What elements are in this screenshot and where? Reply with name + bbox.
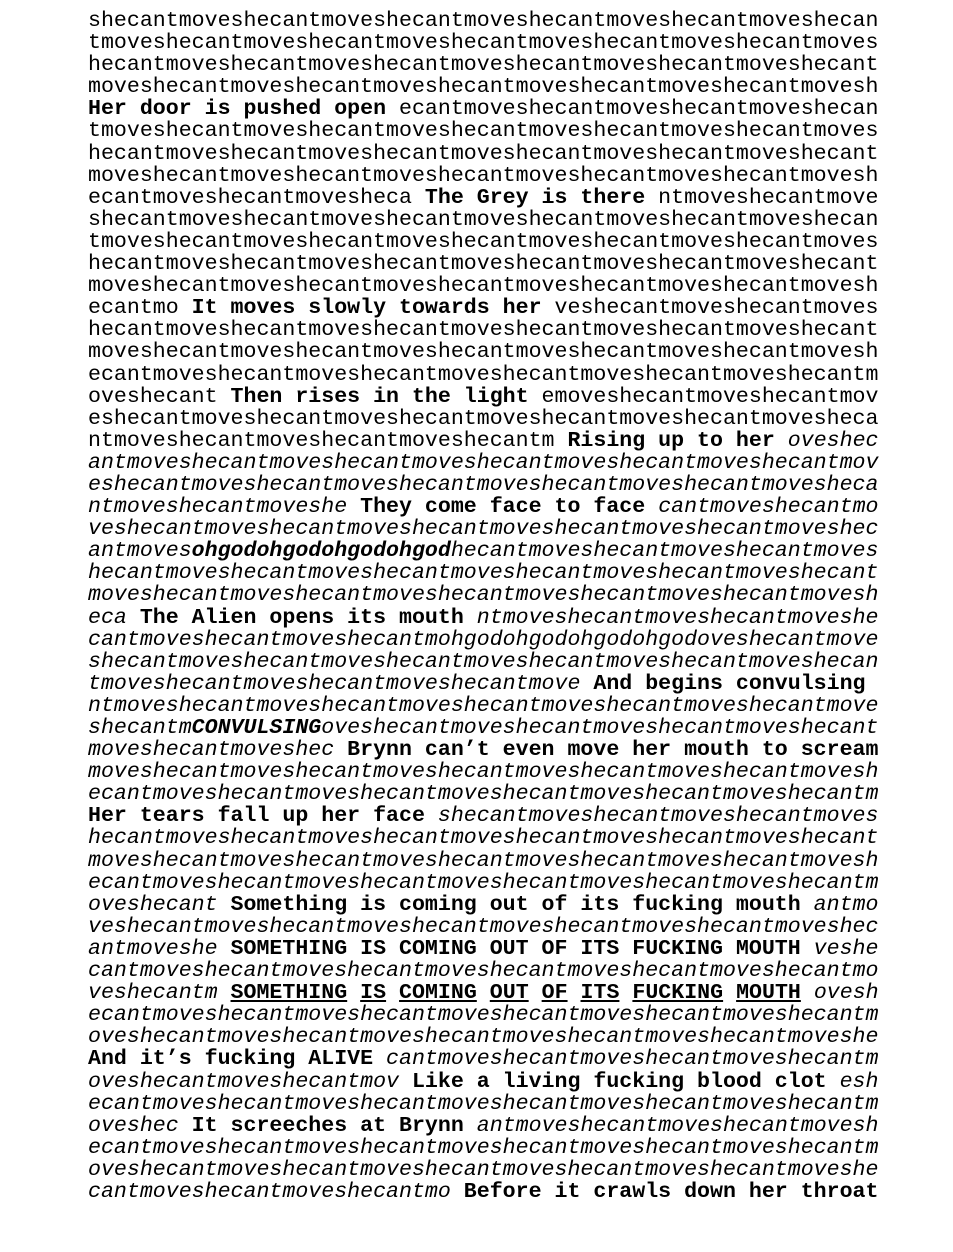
filler-text: tmoveshecantmoveshecantmoveshecantmove xyxy=(88,671,594,696)
text-line xyxy=(88,695,878,717)
emphasis-text: Like a living fucking blood clot xyxy=(411,1069,827,1094)
filler-text: eca xyxy=(88,605,140,630)
filler-text: cantmoveshecantmoveshecantmoveshecantmoveshecantmoveshecantmo xyxy=(88,959,879,984)
filler-text: oveshecant xyxy=(88,384,231,409)
filler-text: veshecantmoveshecantmoveshecantmoveshecantmoveshecantmoveshec xyxy=(88,914,879,939)
filler-text: hecantmoveshecantmoveshecantmoveshecantmoveshecantmoveshecant xyxy=(88,141,879,166)
text-line xyxy=(88,1026,878,1048)
text-line xyxy=(88,10,878,32)
emphasis-text: Before it crawls down her throat xyxy=(463,1179,879,1204)
filler-text: tmoveshecantmoveshecantmoveshecantmoveshecantmoveshecantmoves xyxy=(88,31,879,56)
filler-text: moveshecantmoveshecantmoveshecantmoveshecantmoveshecantmovesh xyxy=(88,340,879,365)
emphasis-text: FUCKING xyxy=(632,981,724,1006)
text-line xyxy=(88,120,878,142)
emphasis-text xyxy=(529,981,542,1005)
text-line xyxy=(88,253,878,275)
filler-text: antmoveshe xyxy=(88,936,231,961)
filler-text: oveshecant xyxy=(88,892,231,917)
filler-text: oveshecantmoveshecantmoveshecantmoveshecantmoveshecantmoveshe xyxy=(88,1025,879,1050)
text-line xyxy=(88,187,878,209)
emphasis-text: IS xyxy=(360,981,387,1006)
text-line xyxy=(88,408,878,430)
text-line xyxy=(88,739,878,761)
text-line xyxy=(88,165,878,187)
filler-text: ecantmo xyxy=(88,296,192,321)
emphasis-text: OF xyxy=(541,981,568,1006)
filler-text: moveshecantmoveshec xyxy=(88,738,348,763)
text-line xyxy=(88,297,878,319)
text-line xyxy=(88,231,878,253)
text-line xyxy=(88,430,878,452)
filler-text: ecantmoveshecantmoveshecantmoveshecantmoveshecantmoveshecantm xyxy=(88,1091,879,1116)
filler-text: cantmoveshecantmoveshecantmoveshecantm xyxy=(373,1047,879,1072)
filler-text: ecantmoveshecantmoveshecantmoveshecantmoveshecantmoveshecantm xyxy=(88,362,879,387)
filler-text: moveshecantmoveshecantmoveshecantmoveshecantmoveshecantmovesh xyxy=(88,163,879,188)
filler-text: antmoveshecantmoveshecantmovesh xyxy=(463,1113,879,1138)
text-line xyxy=(88,894,878,916)
text-line xyxy=(88,629,878,651)
filler-text: moveshecantmoveshecantmoveshecantmoveshecantmoveshecantmovesh xyxy=(88,760,879,785)
emphasis-text: It moves slowly towards her xyxy=(191,296,542,321)
emphasis-text: Rising up to her xyxy=(567,428,775,453)
text-line xyxy=(88,1093,878,1115)
emphasis-text: And it’s fucking ALIVE xyxy=(88,1047,374,1072)
emphasis-text: The Grey is there xyxy=(424,185,646,210)
emphasis-text: Her tears fall up her face xyxy=(88,804,425,829)
text-line xyxy=(88,1137,878,1159)
text-line xyxy=(88,1115,878,1137)
filler-text: tmoveshecantmoveshecantmoveshecantmoveshecantmoveshecantmoves xyxy=(88,119,879,144)
poem-page xyxy=(88,10,878,1203)
filler-text: ntmoveshecantmoveshecantmoveshe xyxy=(463,605,879,630)
filler-text: ecantmoveshecantmoveshecantmoveshecantmoveshecantmoveshecantm xyxy=(88,1003,879,1028)
text-line xyxy=(88,1048,878,1070)
filler-text: oveshec xyxy=(88,1113,192,1138)
text-line xyxy=(88,607,878,629)
emphasis-text: CONVULSING xyxy=(191,716,322,740)
filler-text: antmo xyxy=(800,892,879,917)
filler-text: ntmoveshecantmoveshe xyxy=(88,495,361,520)
emphasis-text: OUT xyxy=(489,981,529,1006)
text-line xyxy=(88,386,878,408)
text-line xyxy=(88,496,878,518)
filler-text: eshecantmoveshecantmoveshecantmoveshecantmoveshecantmovesheca xyxy=(88,406,879,431)
filler-text: shecantmoveshecantmoveshecantmoves xyxy=(424,804,879,829)
text-line xyxy=(88,540,878,562)
text-line xyxy=(88,76,878,98)
filler-text: emoveshecantmoveshecantmov xyxy=(528,384,879,409)
filler-text: ecantmoveshecantmoveshecantmoveshecantmoveshecantmoveshecantm xyxy=(88,782,879,807)
filler-text: ecantmoveshecantmovesheca xyxy=(88,185,425,210)
emphasis-text: ohgodohgodohgodohgod xyxy=(191,539,451,564)
emphasis-text: COMING xyxy=(399,981,477,1006)
text-line xyxy=(88,805,878,827)
text-line xyxy=(88,827,878,849)
filler-text: antmoveshecantmoveshecantmoveshecantmoveshecantmoveshecantmov xyxy=(88,450,879,475)
filler-text: shecantmoveshecantmoveshecantmoveshecantmoveshecantmoveshecan xyxy=(88,9,879,33)
filler-text: veshecantm xyxy=(88,981,231,1006)
emphasis-text xyxy=(347,981,360,1005)
text-line xyxy=(88,1004,878,1026)
text-line xyxy=(88,717,878,739)
emphasis-text: Brynn can’t even move her mouth to scream xyxy=(347,738,879,763)
filler-text: moveshecantmoveshecantmoveshecantmoveshecantmoveshecantmovesh xyxy=(88,848,879,873)
filler-text: cantmoveshecantmoveshecantmo xyxy=(88,1179,464,1204)
text-line xyxy=(88,783,878,805)
emphasis-text: They come face to face xyxy=(360,495,646,520)
text-line xyxy=(88,341,878,363)
filler-text: ecantmoveshecantmoveshecantmoveshecantmoveshecantmoveshecantm xyxy=(88,870,879,895)
emphasis-text: It screeches at Brynn xyxy=(191,1113,464,1138)
filler-text: tmoveshecantmoveshecantmoveshecantmoveshecantmoveshecantmoves xyxy=(88,229,879,254)
text-line xyxy=(88,673,878,695)
text-line xyxy=(88,143,878,165)
text-line xyxy=(88,98,878,120)
text-line xyxy=(88,562,878,584)
text-line xyxy=(88,474,878,496)
filler-text: cantmoveshecantmo xyxy=(645,495,879,520)
filler-text: oveshecantmoveshecantmoveshecantmoveshecant xyxy=(321,716,879,740)
filler-text: hecantmoveshecantmoveshecantmoveshecantmoveshecantmoveshecant xyxy=(88,252,879,277)
text-line xyxy=(88,209,878,231)
filler-text: moveshecantmoveshecantmoveshecantmoveshecantmoveshecantmovesh xyxy=(88,583,879,608)
emphasis-text: Then rises in the light xyxy=(230,384,529,409)
filler-text: hecantmoveshecantmoveshecantmoveshecantmoveshecantmoveshecant xyxy=(88,318,879,343)
emphasis-text xyxy=(386,981,399,1005)
text-line xyxy=(88,872,878,894)
emphasis-text: The Alien opens its mouth xyxy=(139,605,464,630)
text-line xyxy=(88,651,878,673)
filler-text: oveshecantmoveshecantmov xyxy=(88,1069,412,1094)
text-line xyxy=(88,850,878,872)
emphasis-text: MOUTH xyxy=(736,981,801,1006)
filler-text: oveshec xyxy=(774,428,879,453)
filler-text: esh xyxy=(826,1069,879,1094)
text-line xyxy=(88,982,878,1004)
filler-text: veshe xyxy=(800,936,879,961)
filler-text: veshecantmoveshecantmoves xyxy=(541,296,879,321)
text-line xyxy=(88,960,878,982)
emphasis-text xyxy=(477,981,490,1005)
filler-text: shecantm xyxy=(88,716,192,740)
text-line xyxy=(88,32,878,54)
filler-text: cantmoveshecantmoveshecantmohgodohgodohgodohgodoveshecantmove xyxy=(88,627,879,652)
text-line xyxy=(88,364,878,386)
text-line xyxy=(88,54,878,76)
filler-text: hecantmoveshecantmoveshecantmoves xyxy=(450,539,879,564)
filler-text: oveshecantmoveshecantmoveshecantmoveshecantmoveshecantmoveshe xyxy=(88,1157,879,1182)
filler-text: hecantmoveshecantmoveshecantmoveshecantmoveshecantmoveshecant xyxy=(88,826,879,851)
text-line xyxy=(88,1159,878,1181)
text-line xyxy=(88,1181,878,1203)
filler-text: moveshecantmoveshecantmoveshecantmoveshecantmoveshecantmovesh xyxy=(88,274,879,299)
emphasis-text: SOMETHING xyxy=(230,981,348,1006)
filler-text: ntmoveshecantmoveshecantmoveshecantm xyxy=(88,428,568,453)
filler-text: shecantmoveshecantmoveshecantmoveshecantmoveshecantmoveshecan xyxy=(88,649,879,674)
filler-text: antmoves xyxy=(88,539,192,564)
filler-text: veshecantmoveshecantmoveshecantmoveshecantmoveshecantmoveshec xyxy=(88,517,879,542)
filler-text: ecantmoveshecantmoveshecantmoveshecantmoveshecantmoveshecantm xyxy=(88,1135,879,1160)
filler-text: ovesh xyxy=(800,981,879,1006)
text-line xyxy=(88,916,878,938)
filler-text: eshecantmoveshecantmoveshecantmoveshecantmoveshecantmovesheca xyxy=(88,472,879,497)
emphasis-text xyxy=(619,981,632,1005)
filler-text: hecantmoveshecantmoveshecantmoveshecantmoveshecantmoveshecant xyxy=(88,561,879,586)
emphasis-text: SOMETHING IS COMING OUT OF ITS FUCKING MOUTH xyxy=(230,936,801,961)
text-line xyxy=(88,518,878,540)
text-line xyxy=(88,319,878,341)
emphasis-text: Her door is pushed open xyxy=(88,97,387,122)
emphasis-text xyxy=(568,981,581,1005)
text-line xyxy=(88,275,878,297)
emphasis-text: Something is coming out of its fucking mouth xyxy=(230,892,801,917)
text-line xyxy=(88,761,878,783)
emphasis-text: And begins convulsing xyxy=(593,671,866,696)
text-line xyxy=(88,938,878,960)
emphasis-text: ITS xyxy=(580,981,620,1006)
text-line xyxy=(88,452,878,474)
filler-text: ecantmoveshecantmoveshecantmoveshecan xyxy=(386,97,879,122)
filler-text: ntmoveshecantmoveshecantmoveshecantmoveshecantmoveshecantmove xyxy=(88,693,879,718)
filler-text: hecantmoveshecantmoveshecantmoveshecantmoveshecantmoveshecant xyxy=(88,53,879,78)
filler-text: moveshecantmoveshecantmoveshecantmoveshecantmoveshecantmovesh xyxy=(88,75,879,100)
filler-text: shecantmoveshecantmoveshecantmoveshecantmoveshecantmoveshecan xyxy=(88,207,879,232)
emphasis-text xyxy=(723,981,736,1005)
filler-text: ntmoveshecantmove xyxy=(645,185,879,210)
text-line xyxy=(88,584,878,606)
text-line xyxy=(88,1071,878,1093)
